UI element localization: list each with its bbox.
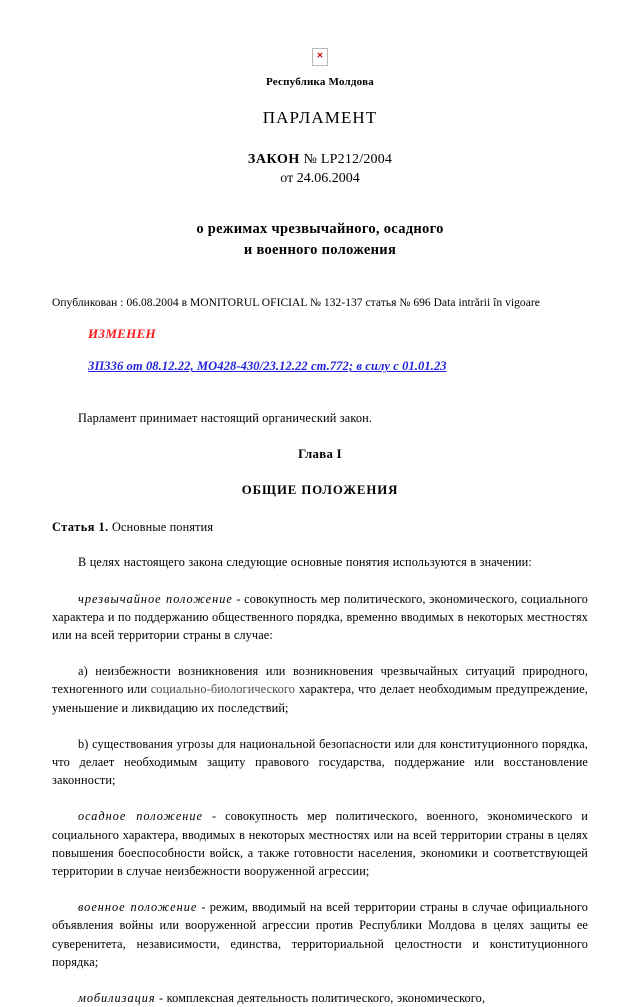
law-date: от 24.06.2004 [280,171,360,187]
article-heading [52,520,588,535]
republic-heading: Республика Молдова [266,76,374,89]
point-a-highlighted-term: социально-биологического [150,682,296,697]
term-mobilization: мобилизация [78,990,156,1005]
definition-war [52,898,588,971]
document-title [52,219,588,261]
point-a-text-part2: характера, что делает необходимым предупреждение, уменьшение и ликвидацию их последствий; [52,682,588,715]
article-number: Статья 1. [52,520,109,535]
definition-mobilization [52,989,588,1007]
definition-emergency-text: - совокупность мер политического, экономического, социального характера и по поддержанию общественного порядка, временно вводимых в некоторых местностях или на всей территории страны в случае: [52,591,588,642]
document-title-line-1: о режимах чрезвычайного, осадного [196,221,444,238]
publication-info: Опубликован : 06.08.2004 в MONITORUL OFICIAL № 132-137 статья № 696 Data intrării în vigoare [52,297,540,310]
article-lead-paragraph: В целях настоящего закона следующие основные понятия используются в значении: [78,555,532,570]
preamble-text: Парламент принимает настоящий органический закон. [78,411,373,426]
amended-status-label: ИЗМЕНЕН [88,326,156,342]
broken-image-icon: ✕ [312,48,328,66]
term-siege-state: осадное положение [78,809,203,824]
term-emergency-state: чрезвычайное положение [78,591,233,606]
amendment-link[interactable]: ЗП336 от 08.12.22, МО428-430/23.12.22 ст.772; в силу с 01.01.23 [88,359,447,374]
definition-siege [52,807,588,880]
definition-war-text: - режим, вводимый на всей территории страны в случае официального объявления войны или вооруженной агрессии против Республики Молдова в целях защиты ее суверенитета, независимости, единства, территориальной целостности и конституционного порядка; [52,900,588,969]
point-a-paragraph [52,662,588,717]
institution-heading: ПАРЛАМЕНТ [262,108,378,128]
law-number: № LP212/2004 [303,152,393,168]
definition-siege-text: - совокупность мер политического, военного, экономического и социального характера, вводимых в некоторых местностях или на всей территории страны в целях повышения боеспособности войск, а также готовности населения, экономики и соответствующей территории в случае неизбежности вооруженной агрессии; [52,809,588,878]
article-title: Основные понятия [111,520,214,535]
point-a-text-part1: а) неизбежности возникновения или возникновения чрезвычайных ситуаций природного, техногенного или [52,664,588,697]
chapter-title: ОБЩИЕ ПОЛОЖЕНИЯ [241,483,399,498]
point-b-paragraph: b) существования угрозы для национальной безопасности или для конституционного порядка, что делает необходимым защиту правового государства, поддержание или восстановление законности; [52,736,588,788]
definition-mobilization-text: - комплексная деятельность политического, экономического, [155,990,486,1005]
law-number-line [52,152,588,168]
definition-emergency [52,590,588,645]
law-label: ЗАКОН [247,152,300,168]
chapter-heading: Глава I [298,447,342,462]
document-title-line-2: и военного положения [243,242,397,259]
document-masthead [52,0,588,261]
term-war-state: военное положение [78,900,198,915]
